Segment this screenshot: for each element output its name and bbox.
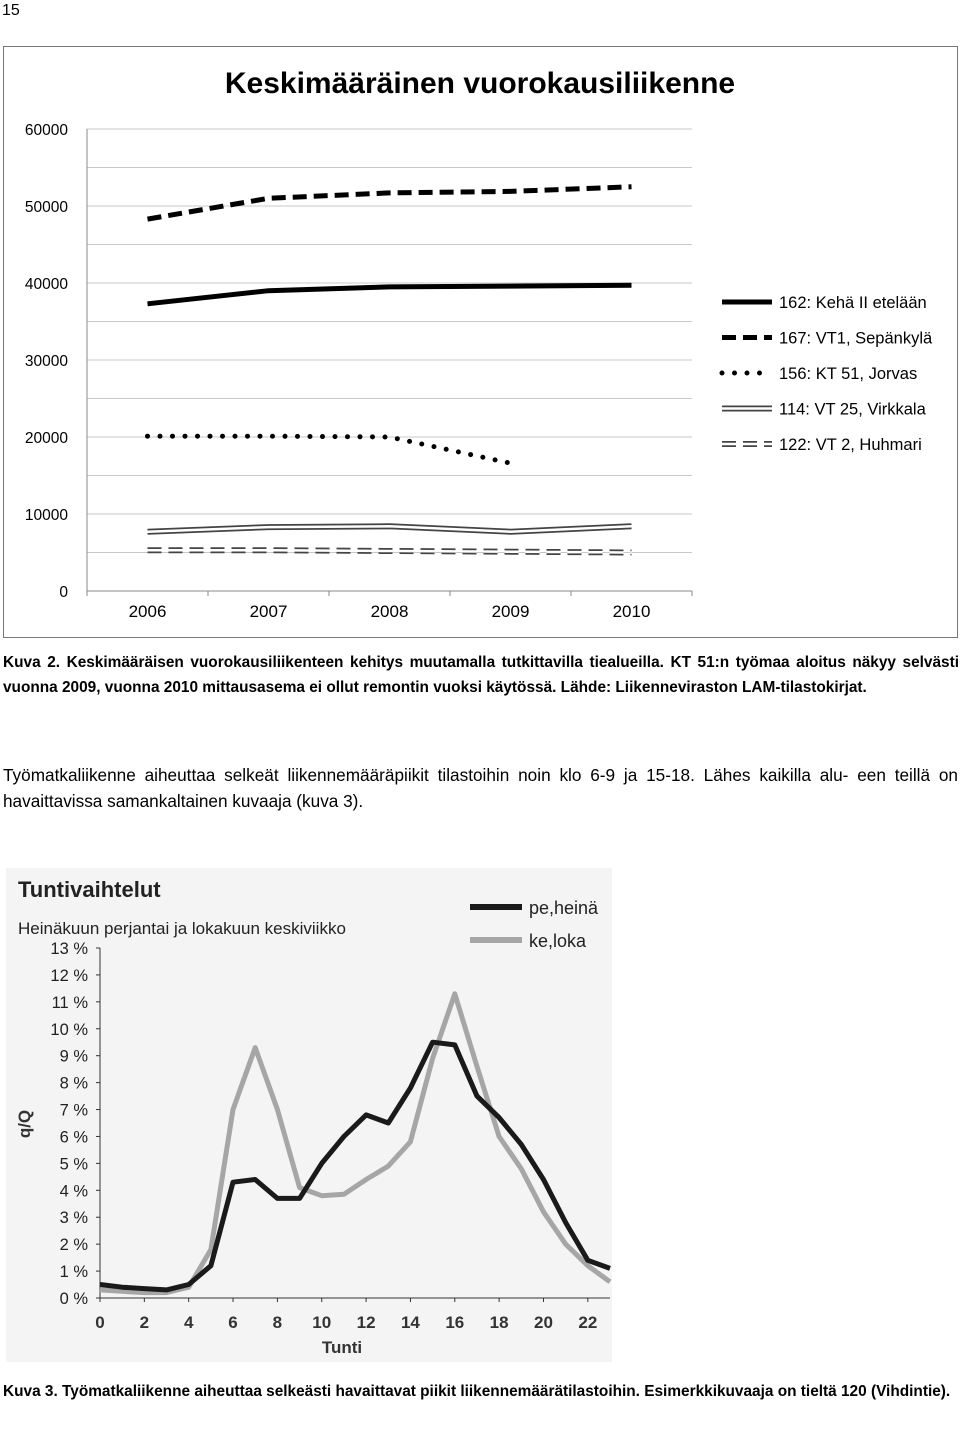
chart-title: Tuntivaihtelut	[18, 877, 161, 902]
x-tick-label: 2006	[128, 602, 167, 621]
figure-caption-2: Kuva 2. Keskimääräisen vuorokausiliikenteen kehitys muutamalla tutkittavilla tiealueilla. KT 51:n työmaa aloitus näkyy selvästi vuonna 2009, vuonna 2010 mittausasema ei ollut remontin vuoksi käytössä. Lähde: Liikenneviraston LAM-tilastokirjat.	[3, 654, 959, 696]
figure-caption-3: Kuva 3. Työmatkaliikenne aiheuttaa selkeästi havaittavat piikit liikennemäärätilastoihin. Esimerkkikuvaaja on tieltä 120 (Vihdintie).	[3, 1383, 951, 1400]
series-line	[148, 436, 511, 463]
x-tick-label: 2008	[370, 602, 409, 621]
y-tick-label: 0	[59, 584, 68, 601]
y-tick-label: 12 %	[50, 966, 88, 985]
y-tick-label: 10000	[24, 507, 68, 524]
chart-adt-frame	[3, 46, 958, 638]
chart-hourly	[0, 862, 620, 1367]
series-line	[148, 187, 632, 219]
x-tick-label: 2010	[612, 602, 651, 621]
y-tick-label: 1 %	[59, 1263, 88, 1282]
x-tick-label: 8	[272, 1313, 283, 1332]
legend-label: 156: KT 51, Jorvas	[779, 365, 918, 383]
y-tick-label: 3 %	[59, 1209, 88, 1228]
legend-label: 114: VT 25, Virkkala	[779, 400, 926, 419]
y-tick-label: 0 %	[59, 1290, 88, 1308]
y-tick-label: 60000	[24, 122, 68, 139]
y-tick-label: 6 %	[59, 1128, 88, 1147]
y-tick-label: 9 %	[59, 1047, 88, 1066]
x-axis-label: Tunti	[321, 1338, 363, 1357]
chart-subtitle: Heinäkuun perjantai ja lokakuun keskiviikko	[18, 919, 346, 938]
x-tick-label: 10	[312, 1313, 332, 1332]
series-line	[148, 285, 632, 304]
chart-title: Keskimääräinen vuorokausiliikenne	[224, 67, 736, 100]
page-number: 15	[2, 2, 20, 19]
x-tick-label: 2009	[491, 602, 530, 621]
legend-label: 167: VT1, Sepänkylä	[779, 329, 933, 348]
x-tick-label: 22	[578, 1313, 598, 1332]
y-tick-label: 2 %	[59, 1236, 88, 1255]
x-tick-label: 12	[356, 1313, 376, 1332]
y-tick-label: 20000	[24, 430, 68, 447]
legend-label: pe,heinä	[529, 898, 599, 918]
y-tick-label: 7 %	[59, 1101, 88, 1120]
x-tick-label: 14	[400, 1313, 420, 1332]
y-tick-label: 40000	[24, 276, 68, 293]
legend-label: 122: VT 2, Huhmari	[779, 436, 922, 454]
y-tick-label: 8 %	[59, 1074, 88, 1093]
y-tick-label: 50000	[24, 199, 68, 216]
y-tick-label: 5 %	[59, 1155, 88, 1174]
legend-label: ke,loka	[529, 931, 587, 951]
x-tick-label: 18	[489, 1313, 509, 1332]
y-tick-label: 13 %	[50, 940, 88, 958]
x-tick-label: 2	[139, 1313, 150, 1332]
y-tick-label: 4 %	[59, 1182, 88, 1201]
y-tick-label: 11 %	[51, 993, 88, 1012]
x-tick-label: 16	[445, 1313, 465, 1332]
x-tick-label: 20	[534, 1313, 553, 1332]
x-tick-label: 2007	[249, 602, 288, 621]
x-tick-label: 4	[183, 1313, 194, 1332]
x-tick-label: 0	[95, 1313, 105, 1332]
chart-adt	[4, 47, 957, 637]
legend-label: 162: Kehä II etelään	[779, 294, 927, 312]
y-axis-label: q/Q	[15, 1109, 34, 1139]
body-paragraph: Työmatkaliikenne aiheuttaa selkeät liikennemääräpiikit tilastoihin noin klo 6-9 ja 15-18. Lähes kaikilla alu- een teillä on havaittavissa samankaltainen kuvaaja (kuva 3).	[3, 765, 958, 811]
y-tick-label: 10 %	[50, 1020, 88, 1039]
y-tick-label: 30000	[24, 353, 68, 370]
x-tick-label: 6	[228, 1313, 238, 1332]
